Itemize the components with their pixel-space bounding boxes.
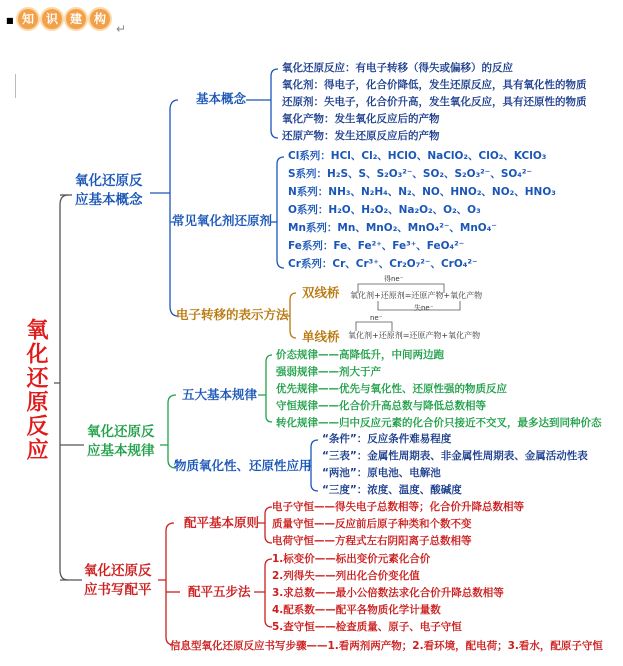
branch3-title-line1: 氧化还原反	[84, 563, 152, 579]
common-item-cr: Cr系列：Cr、Cr³⁺、Cr₂O₇²⁻、CrO₄²⁻	[288, 258, 478, 270]
application-item-1: “条件”：反应条件难易程度	[322, 433, 452, 445]
common-item-n: N系列：NH₃、N₂H₄、N₂、NO、HNO₂、NO₂、HNO₃	[288, 186, 556, 198]
application-item-3: “两池”：原电池、电解池	[322, 467, 441, 479]
header-bullet: ■	[6, 16, 14, 25]
double-bridge-top-note: 得ne⁻	[384, 275, 404, 283]
common-title: 常见氧化剂还原剂	[172, 213, 273, 228]
branch3-title-line2: 应书写配平	[84, 582, 152, 598]
header-badge-2: 识	[42, 9, 62, 29]
step-item-4: 4.配系数——配平各物质化学计量数	[272, 604, 441, 616]
rule-item-2: 强弱规律——剂大于产	[276, 366, 381, 378]
single-bridge-equation: 氧化剂+还原剂=还原产物+氧化产物	[348, 331, 481, 340]
single-bridge-label: 单线桥	[302, 329, 340, 344]
application-item-4: “三度”：浓度、温度、酸碱度	[322, 484, 462, 496]
principle-item-3: 电荷守恒——方程式左右阴阳离子总数相等	[272, 535, 472, 547]
transfer-title: 电子转移的表示方法	[176, 307, 289, 322]
application-item-2: “三表”：金属性周期表、非金属性周期表、金属活动性表	[322, 450, 588, 462]
margin-rule	[15, 74, 16, 98]
info-type-steps: 信息型氧化还原反应书写步骤——1.看两剂两产物；2.看环境，配电荷；3.看水，配原子守恒	[170, 640, 603, 652]
concept-item-5: 还原产物：发生还原反应后的产物	[282, 130, 440, 142]
steps-title: 配平五步法	[188, 584, 251, 599]
return-mark-icon: ↵	[116, 22, 127, 36]
common-item-s: S系列：H₂S、S、S₂O₃²⁻、SO₂、S₂O₃²⁻、SO₄²⁻	[288, 168, 533, 180]
step-item-3: 3.求总数——最小公倍数法求化合价升降总数相等	[272, 587, 504, 599]
double-bridge-label: 双线桥	[302, 285, 340, 300]
common-item-mn: Mn系列：Mn、MnO₂、MnO₄²⁻、MnO₄⁻	[288, 222, 497, 234]
common-item-cl: Cl系列：HCl、Cl₂、HClO、NaClO₂、ClO₂、KClO₃	[288, 150, 547, 162]
branch1-title-line2: 应基本概念	[75, 192, 143, 208]
application-title: 物质氧化性、还原性应用	[174, 458, 312, 473]
header-badge-3: 建	[66, 9, 86, 29]
concept-item-4: 氧化产物：发生氧化反应后的产物	[282, 113, 440, 125]
rule-item-4: 守恒规律——化合价升高总数与降低总数相等	[276, 400, 486, 412]
concept-item-3: 还原剂：失电子，化合价升高，发生氧化反应，具有还原性的物质	[282, 96, 587, 108]
common-item-fe: Fe系列：Fe、Fe²⁺、Fe³⁺、FeO₄²⁻	[288, 240, 465, 252]
double-bridge-bottom-note: 失ne⁻	[414, 304, 434, 312]
branch2-title-line2: 应基本规律	[87, 443, 155, 459]
branch2-title-line1: 氧化还原反	[87, 424, 155, 440]
principle-item-1: 电子守恒——得失电子总数相等；化合价升降总数相等	[272, 501, 524, 513]
rule-item-3: 优先规律——优先与氧化性、还原性强的物质反应	[276, 383, 507, 395]
double-bridge-equation: 氧化剂+还原剂=还原产物+氧化产物	[350, 291, 483, 300]
concept-item-2: 氧化剂：得电子，化合价降低，发生还原反应，具有氧化性的物质	[282, 79, 587, 91]
step-item-2: 2.列得失——列出化合价变化值	[272, 570, 420, 582]
single-bridge-top-note: ne⁻	[370, 314, 383, 322]
rule-item-5: 转化规律——归中反应元素的化合价只接近不交叉，最多达到同种价态	[276, 417, 602, 429]
step-item-5: 5.查守恒——检查质量、原子、电子守恒	[272, 621, 462, 633]
step-item-1: 1.标变价——标出变价元素化合价	[272, 553, 431, 565]
branch1-title-line1: 氧化还原反	[75, 173, 143, 189]
header-badge-4: 构	[90, 9, 110, 29]
root-title: 氧化还原反应	[23, 318, 48, 462]
concept-item-1: 氧化还原反应：有电子转移（得失或偏移）的反应	[282, 62, 513, 74]
concepts-title: 基本概念	[196, 91, 247, 106]
header-badge-1: 知	[18, 9, 38, 29]
rule-item-1: 价态规律——高降低升，中间两边跑	[276, 349, 444, 361]
principles-title: 配平基本原则	[184, 515, 260, 530]
common-item-o: O系列：H₂O、H₂O₂、Na₂O₂、O₂、O₃	[288, 204, 481, 216]
principle-item-2: 质量守恒——反应前后原子种类和个数不变	[272, 518, 472, 530]
rules-title: 五大基本规律	[182, 387, 258, 402]
